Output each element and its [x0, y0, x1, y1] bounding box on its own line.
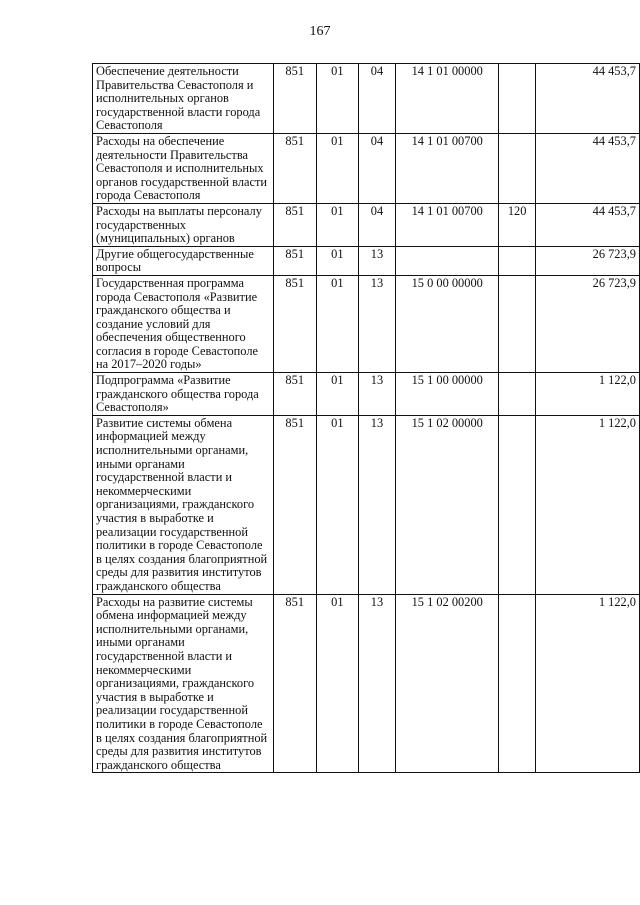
table-row [93, 203, 640, 246]
cell-podrazdel: 13 [358, 246, 395, 275]
table-row [93, 373, 640, 416]
cell-razdel: 01 [316, 133, 358, 203]
cell-razdel: 01 [316, 415, 358, 594]
cell-podrazdel: 04 [358, 203, 395, 246]
cell-vr [499, 373, 536, 416]
cell-csr: 15 0 00 00000 [396, 275, 499, 372]
cell-vr [499, 64, 536, 134]
cell-razdel: 01 [316, 275, 358, 372]
cell-name: Обеспечение деятельности Правительства Севастополя и исполнительных органов государственной власти города Севастополя [93, 64, 274, 134]
table-row [93, 275, 640, 372]
cell-name: Подпрограмма «Развитие гражданского общества города Севастополя» [93, 373, 274, 416]
cell-vr [499, 246, 536, 275]
cell-sum: 1 122,0 [535, 373, 639, 416]
cell-name: Расходы на обеспечение деятельности Правительства Севастополя и исполнительных органов государственной власти города Севастополя [93, 133, 274, 203]
cell-razdel: 01 [316, 594, 358, 773]
page-number: 167 [309, 24, 331, 39]
table-row [93, 246, 640, 275]
cell-name: Расходы на развитие системы обмена информацией между исполнительными органами, иными органами государственной власти и некоммерческими организациями, гражданского участия в выработке и реализации государственной политики в городе Севастополе в целях создания благоприятной среды для развития институтов гражданского общества [93, 594, 274, 773]
table-row [93, 594, 640, 773]
cell-csr: 14 1 01 00000 [396, 64, 499, 134]
cell-razdel: 01 [316, 203, 358, 246]
cell-ved: 851 [273, 203, 316, 246]
cell-name: Другие общегосударственные вопросы [93, 246, 274, 275]
cell-podrazdel: 13 [358, 594, 395, 773]
cell-name: Развитие системы обмена информацией между исполнительными органами, иными органами государственной власти и некоммерческими организациями, гражданского участия в выработке и реализации государственной политики в городе Севастополе в целях создания благоприятной среды для развития институтов гражданского общества [93, 415, 274, 594]
cell-ved: 851 [273, 133, 316, 203]
cell-csr: 15 1 02 00200 [396, 594, 499, 773]
cell-ved: 851 [273, 64, 316, 134]
cell-vr [499, 415, 536, 594]
cell-podrazdel: 13 [358, 373, 395, 416]
cell-razdel: 01 [316, 246, 358, 275]
cell-sum: 1 122,0 [535, 594, 639, 773]
cell-csr: 14 1 01 00700 [396, 133, 499, 203]
cell-sum: 1 122,0 [535, 415, 639, 594]
cell-razdel: 01 [316, 373, 358, 416]
cell-razdel: 01 [316, 64, 358, 134]
cell-vr [499, 594, 536, 773]
cell-sum: 26 723,9 [535, 246, 639, 275]
cell-ved: 851 [273, 415, 316, 594]
table-row [93, 64, 640, 134]
table-row [93, 133, 640, 203]
cell-vr [499, 133, 536, 203]
cell-vr [499, 275, 536, 372]
cell-sum: 44 453,7 [535, 64, 639, 134]
cell-ved: 851 [273, 275, 316, 372]
cell-csr [396, 246, 499, 275]
cell-vr: 120 [499, 203, 536, 246]
cell-csr: 14 1 01 00700 [396, 203, 499, 246]
cell-sum: 44 453,7 [535, 133, 639, 203]
cell-podrazdel: 04 [358, 64, 395, 134]
cell-podrazdel: 04 [358, 133, 395, 203]
cell-ved: 851 [273, 594, 316, 773]
cell-ved: 851 [273, 246, 316, 275]
cell-ved: 851 [273, 373, 316, 416]
cell-name: Государственная программа города Севастополя «Развитие гражданского общества и создание условий для обеспечения общественного согласия в городе Севастополе на 2017–2020 годы» [93, 275, 274, 372]
cell-sum: 44 453,7 [535, 203, 639, 246]
cell-sum: 26 723,9 [535, 275, 639, 372]
cell-name: Расходы на выплаты персоналу государственных (муниципальных) органов [93, 203, 274, 246]
budget-table [92, 63, 640, 773]
cell-podrazdel: 13 [358, 275, 395, 372]
cell-csr: 15 1 00 00000 [396, 373, 499, 416]
table-row [93, 415, 640, 594]
cell-podrazdel: 13 [358, 415, 395, 594]
cell-csr: 15 1 02 00000 [396, 415, 499, 594]
